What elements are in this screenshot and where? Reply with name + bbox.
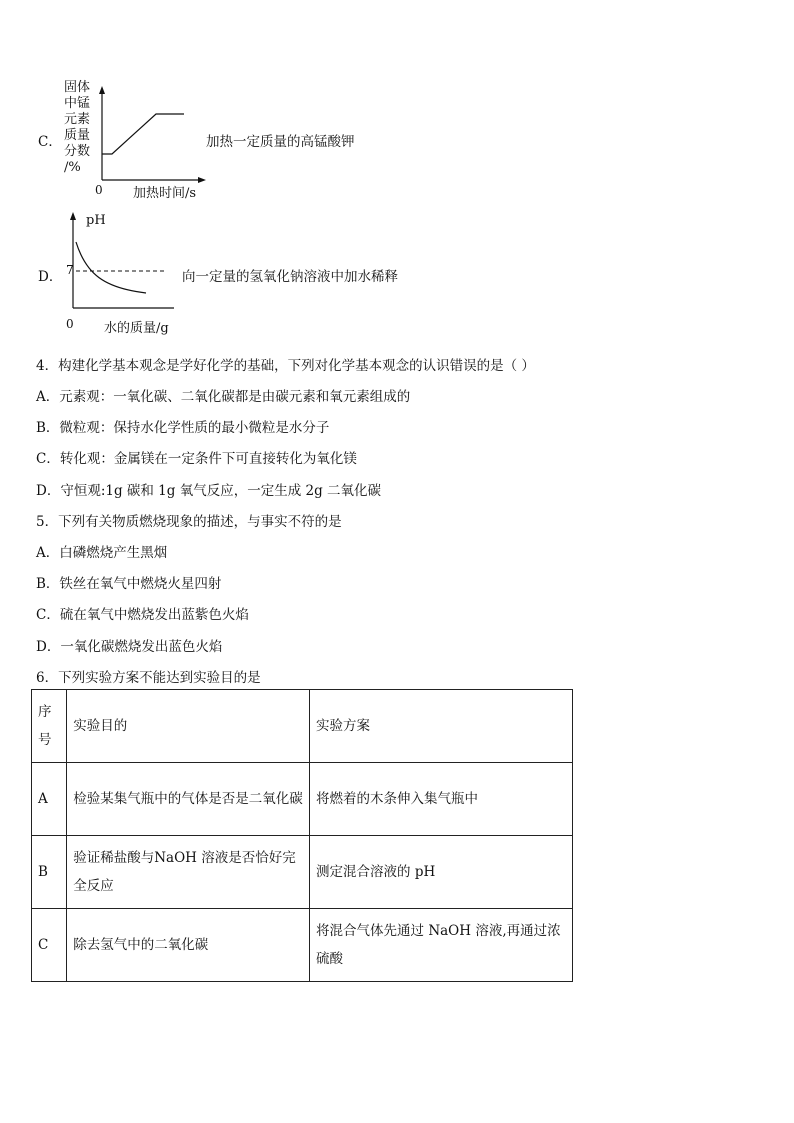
row-goal: 检验某集气瓶中的气体是否是二氧化碳 xyxy=(67,763,310,836)
ylabel-line: 质量 xyxy=(64,128,91,143)
row-no: B xyxy=(32,836,67,909)
option-d-label: D． xyxy=(38,269,63,285)
header-plan: 实验方案 xyxy=(310,690,573,763)
x-axis-arrow xyxy=(198,177,206,183)
q4-option-d: D．守恒观:1g 碳和 1g 氧气反应，一定生成 2g 二氧化碳 xyxy=(36,483,382,499)
q5-stem: 5．下列有关物质燃烧现象的描述，与事实不符的是 xyxy=(36,514,342,530)
option-c-ylabel xyxy=(64,80,90,176)
ylabel-line: 元素 xyxy=(64,112,91,127)
option-c-graph xyxy=(96,86,206,186)
row-goal: 除去氢气中的二氧化碳 xyxy=(67,909,310,982)
q4-option-b: B．微粒观：保持水化学性质的最小微粒是水分子 xyxy=(36,420,330,436)
row-goal: 验证稀盐酸与NaOH 溶液是否恰好完全反应 xyxy=(67,836,310,909)
option-c-origin: 0 xyxy=(95,183,103,197)
option-d-graph xyxy=(64,212,174,312)
y-axis-arrow xyxy=(99,86,105,94)
option-d-ylabel: pH xyxy=(86,213,106,228)
header-no: 序号 xyxy=(32,690,67,763)
y-axis-arrow xyxy=(70,212,76,220)
ylabel-line: /% xyxy=(64,160,81,175)
row-plan: 将混合气体先通过 NaOH 溶液,再通过浓硫酸 xyxy=(310,909,573,982)
row-no: A xyxy=(32,763,67,836)
header-goal: 实验目的 xyxy=(67,690,310,763)
row-plan: 测定混合溶液的 pH xyxy=(310,836,573,909)
option-c-caption: 加热一定质量的高锰酸钾 xyxy=(206,134,355,150)
q5-option-b: B．铁丝在氧气中燃烧火星四射 xyxy=(36,576,222,592)
table-row xyxy=(32,909,573,982)
option-c-xlabel: 加热时间/s xyxy=(133,186,197,201)
q5-option-a: A．白磷燃烧产生黑烟 xyxy=(36,545,168,561)
option-d-caption: 向一定量的氢氧化钠溶液中加水稀释 xyxy=(182,269,398,285)
option-d-origin: 0 xyxy=(66,317,74,331)
table-header-row xyxy=(32,690,573,763)
experiment-table xyxy=(31,689,573,982)
option-c-label: C． xyxy=(38,134,62,150)
q4-option-c: C．转化观：金属镁在一定条件下可直接转化为氧化镁 xyxy=(36,451,357,467)
q4-option-a: A．元素观：一氧化碳、二氧化碳都是由碳元素和氧元素组成的 xyxy=(36,389,411,405)
q5-option-d: D．一氧化碳燃烧发出蓝色火焰 xyxy=(36,639,223,655)
q4-stem: 4．构建化学基本观念是学好化学的基础，下列对化学基本观念的认识错误的是（ ） xyxy=(36,358,535,374)
ylabel-line: 中锰 xyxy=(64,96,91,111)
table-row xyxy=(32,836,573,909)
option-d-y-tick: 7 xyxy=(66,263,74,277)
row-no: C xyxy=(32,909,67,982)
data-curve xyxy=(102,114,184,154)
row-plan: 将燃着的木条伸入集气瓶中 xyxy=(310,763,573,836)
ylabel-line: 固体 xyxy=(64,80,91,95)
ylabel-line: 分数 xyxy=(64,144,91,159)
q5-option-c: C．硫在氧气中燃烧发出蓝紫色火焰 xyxy=(36,607,249,623)
table-row xyxy=(32,763,573,836)
option-d-xlabel: 水的质量/g xyxy=(104,321,169,336)
q6-stem: 6．下列实验方案不能达到实验目的是 xyxy=(36,670,261,686)
data-curve xyxy=(76,242,146,293)
